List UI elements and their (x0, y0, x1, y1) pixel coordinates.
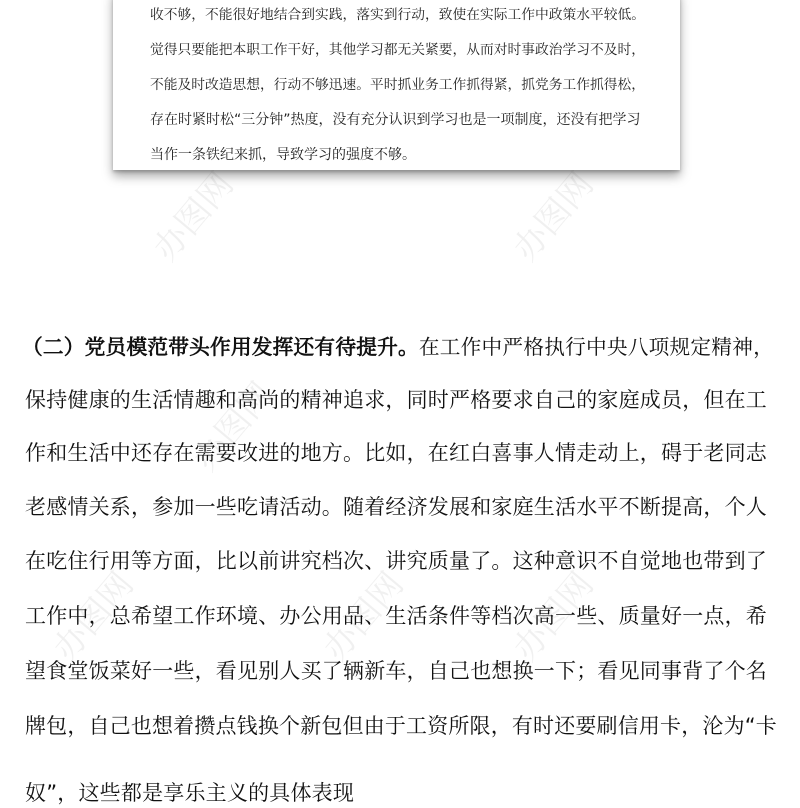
main-text-line: 作和生活中还存在需要改进的地方。比如，在红白喜事人情走动上，碍于老同志 (25, 441, 767, 465)
card-text-line: 当作一条铁纪来抓，导致学习的强度不够。 (150, 147, 416, 163)
watermark: 办图网 (315, 564, 412, 669)
main-text-line (22, 332, 774, 362)
card-text-line: 收不够，不能很好地结合到实践，落实到行动，致使在实际工作中政策水平较低。 (150, 7, 646, 23)
card-text-line: 不能及时改造思想，行动不够迅速。平时抓业务工作抓得紧，抓党务工作抓得松， (150, 77, 646, 93)
card-text-line: 存在时紧时松“三分钟”热度，没有充分认识到学习也是一项制度，还没有把学习 (150, 112, 641, 128)
watermark: 办图网 (505, 564, 602, 669)
main-text-line: 牌包，自己也想着攒点钱换个新包但由于工资所限，有时还要刷信用卡，沦为“卡 (25, 714, 777, 738)
watermark: 办图网 (185, 374, 282, 479)
main-text-line: 工作中，总希望工作环境、办公用品、生活条件等档次高一些、质量好一点，希 (25, 604, 767, 628)
section-heading: （二）党员模范带头作用发挥还有待提升。 (22, 335, 419, 359)
main-text-line: 保持健康的生活情趣和高尚的精神追求，同时严格要求自己的家庭成员，但在工 (25, 388, 767, 412)
watermark: 办图网 (505, 164, 602, 269)
main-text-line: 老感情关系，参加一些吃请活动。随着经济发展和家庭生活水平不断提高，个人 (25, 495, 767, 519)
main-text-line: 在吃住行用等方面，比以前讲究档次、讲究质量了。这种意识不自觉地也带到了 (25, 549, 767, 573)
watermark: 办图网 (45, 564, 142, 669)
main-text-line: 奴”，这些都是享乐主义的具体表现 (25, 781, 355, 805)
main-text-line: 望食堂饭菜好一些，看见别人买了辆新车，自己也想换一下；看见同事背了个名 (25, 659, 767, 683)
document-preview-card (113, 0, 680, 170)
watermark: 办图网 (145, 164, 242, 269)
heading-continuation: 在工作中严格执行中央八项规定精神， (418, 335, 774, 359)
card-text-line: 觉得只要能把本职工作干好，其他学习都无关紧要，从而对时事政治学习不及时， (150, 42, 646, 58)
